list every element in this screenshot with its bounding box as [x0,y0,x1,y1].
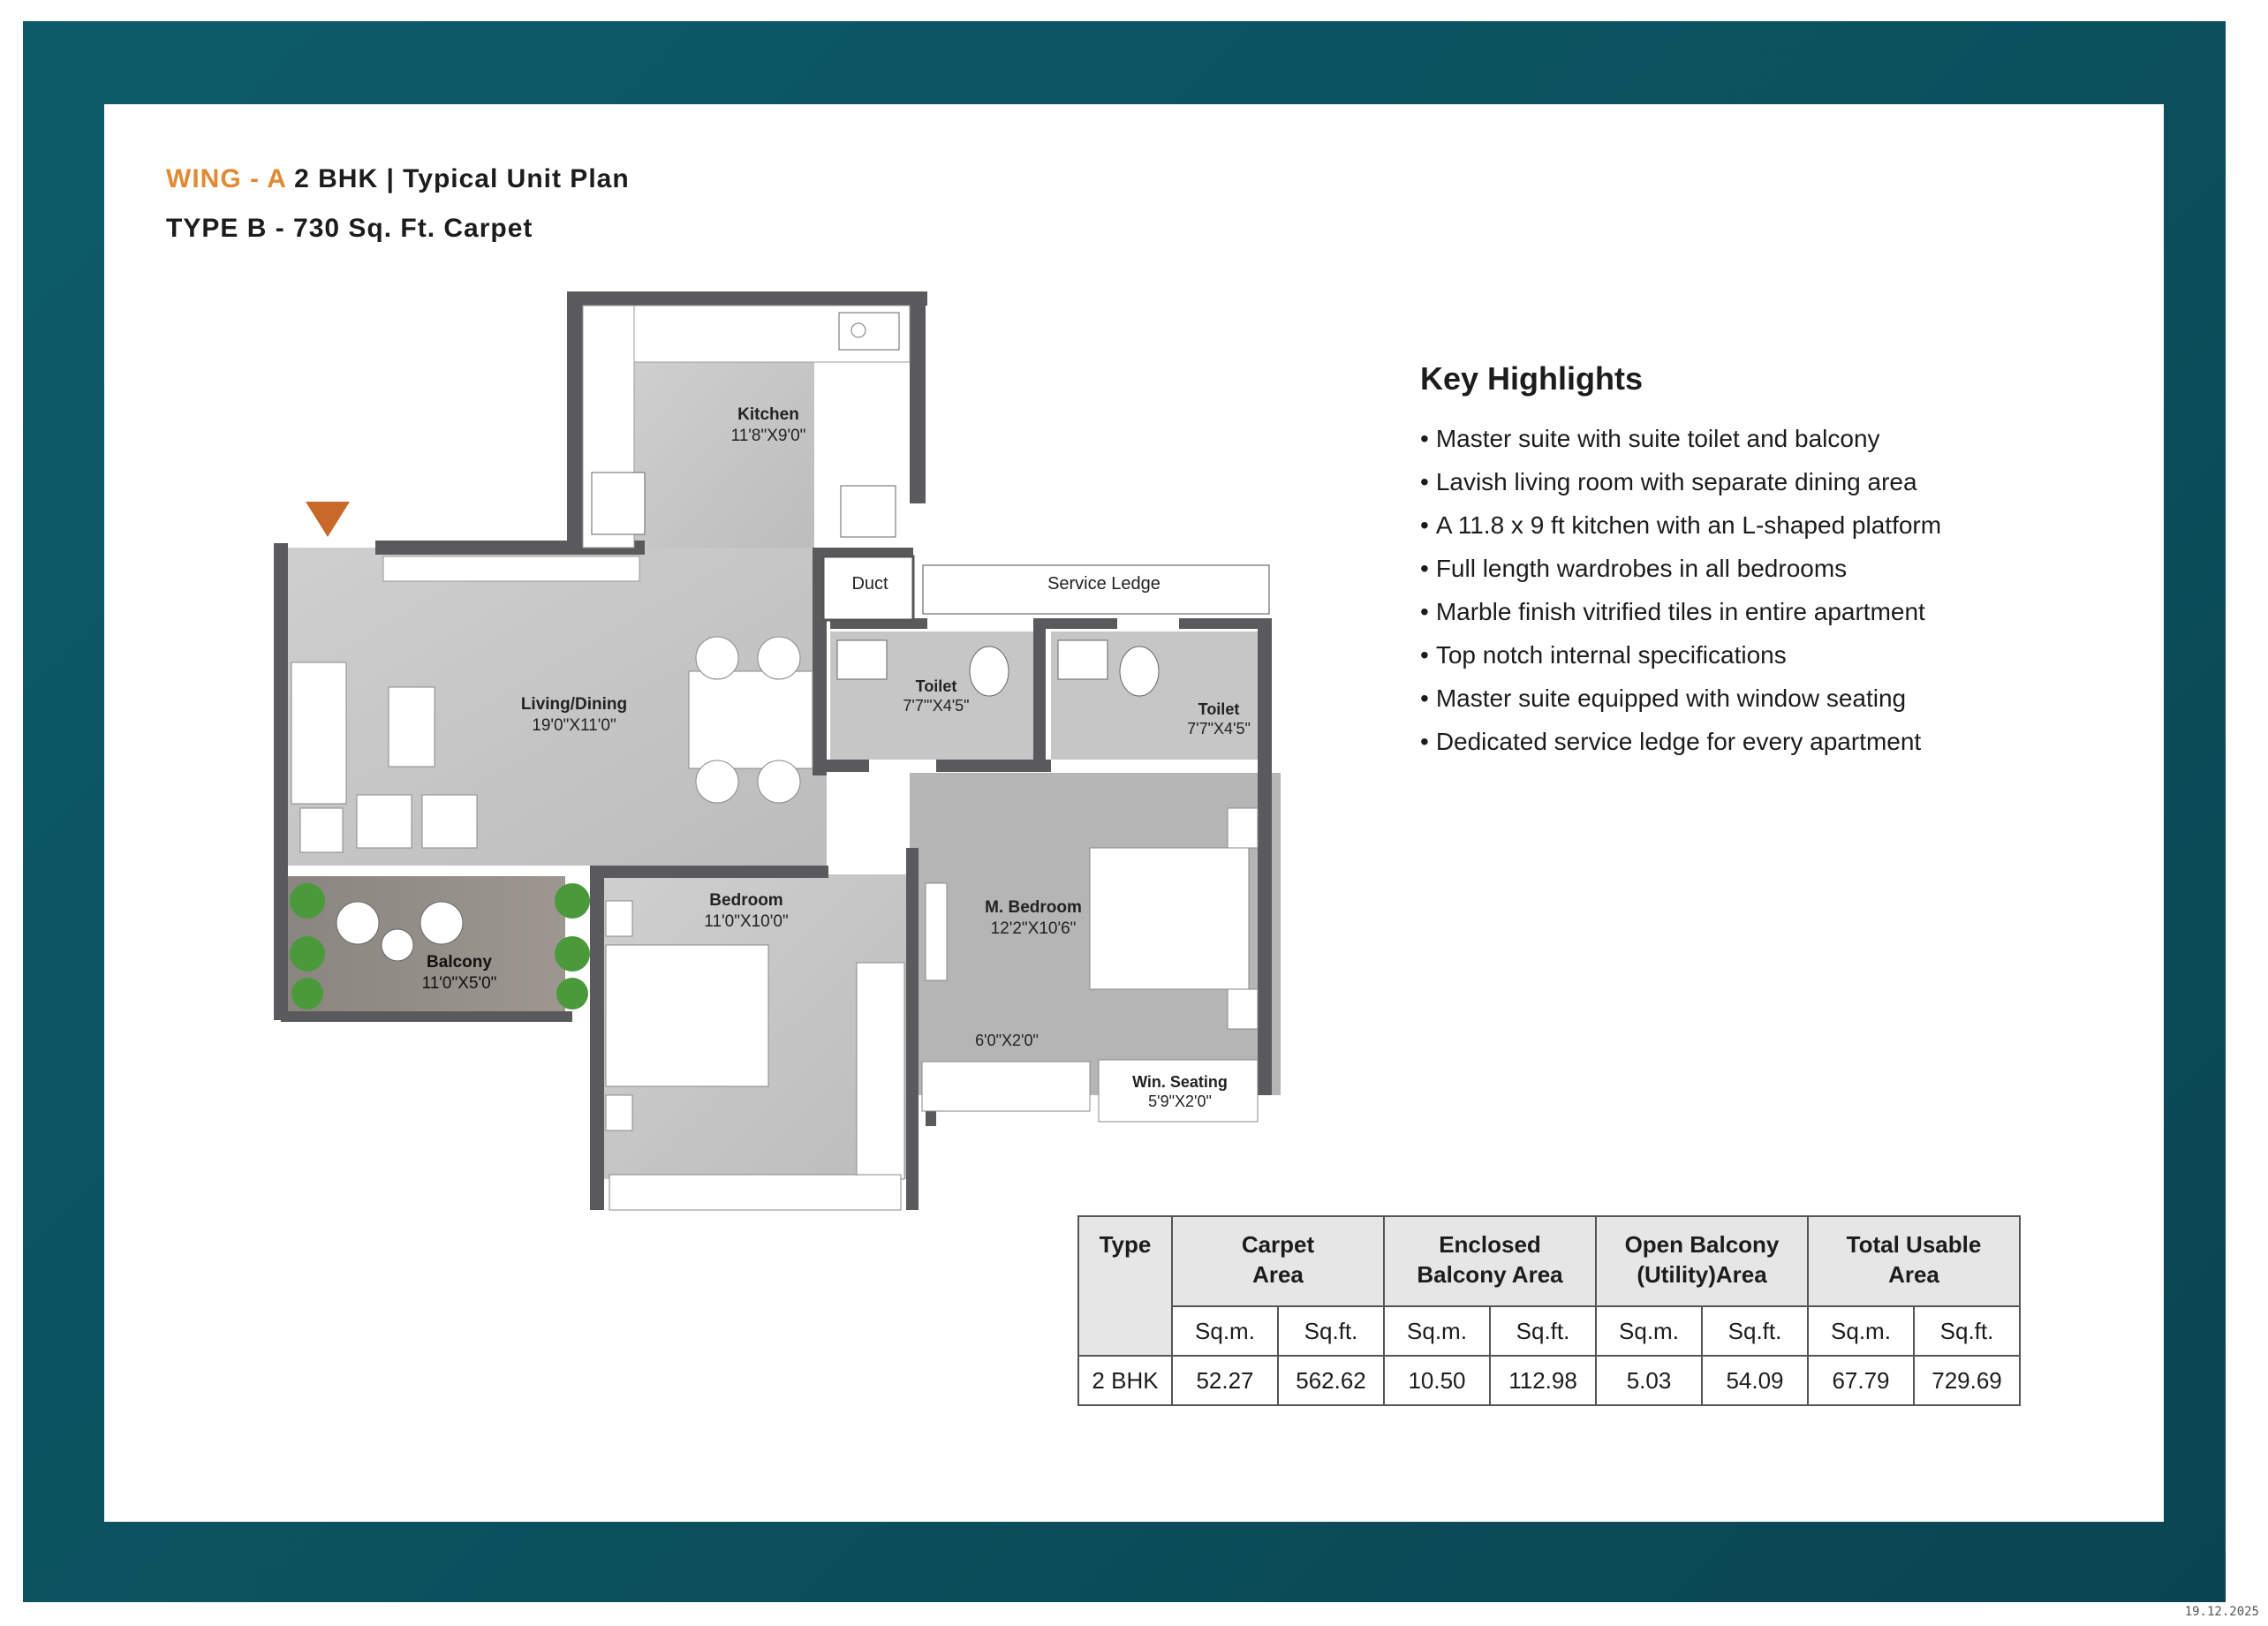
row-value: 52.27 [1172,1356,1278,1405]
unit-label: 2 BHK | Typical Unit Plan [294,164,630,193]
toilet1-label: Toilet [915,677,957,695]
floor-plan [265,291,1281,1219]
entry-arrow-icon [306,502,350,537]
living-dim: 19'0"X11'0" [532,716,616,735]
list-item: • Dedicated service ledge for every apartment [1420,720,2091,763]
unit-cell: Sq.m. [1808,1306,1914,1356]
list-item: • Full length wardrobes in all bedrooms [1420,547,2091,590]
list-item: • Top notch internal specifications [1420,633,2091,677]
living-label: Living/Dining [520,695,628,714]
row-value: 54.09 [1702,1356,1808,1405]
service-ledge-label: Service Ledge [1047,574,1160,594]
balcony-dim: 11'0"X5'0" [421,974,497,993]
row-value: 10.50 [1384,1356,1490,1405]
list-item: • Marble finish vitrified tiles in entire apartment [1420,590,2091,633]
col-total: Total Usable Area [1808,1216,2020,1306]
row-value: 729.69 [1914,1356,2020,1405]
toilet2-label: Toilet [1198,700,1240,718]
date-stamp: 19.12.2025 [2184,1605,2259,1619]
duct-label: Duct [851,574,888,594]
unit-cell: Sq.m. [1384,1306,1490,1356]
page-title [166,164,630,194]
highlights-list [1420,417,2091,763]
row-value: 562.62 [1278,1356,1384,1405]
wing-label: WING - A [166,164,286,193]
list-item: • A 11.8 x 9 ft kitchen with an L-shaped platform [1420,503,2091,547]
winseat-dim: 5'9"X2'0" [1148,1093,1212,1110]
toilet2-dim: 7'7"X4'5" [1187,720,1251,737]
mbedroom-dim: 12'2"X10'6" [990,919,1077,938]
balcony-label: Balcony [427,953,492,972]
unit-cell: Sq.ft. [1914,1306,2020,1356]
kitchen-dim: 11'8"X9'0" [730,427,806,445]
list-item: • Master suite equipped with window seating [1420,677,2091,720]
unit-cell: Sq.m. [1596,1306,1702,1356]
winseat-label: Win. Seating [1132,1073,1228,1091]
wardrobe-dim: 6'0"X2'0" [975,1032,1039,1049]
unit-cell: Sq.ft. [1702,1306,1808,1356]
toilet1-dim: 7'7"'X4'5" [903,697,970,715]
col-carpet: Carpet Area [1172,1216,1384,1306]
key-highlights-title: Key Highlights [1420,360,1644,397]
key-highlights [1420,360,2091,763]
col-type: Type [1078,1216,1172,1356]
list-item: • Lavish living room with separate dining area [1420,460,2091,503]
table-row [1078,1356,2020,1405]
bedroom-dim: 11'0"X10'0" [704,912,789,931]
bedroom-label: Bedroom [709,891,783,910]
row-value: 5.03 [1596,1356,1702,1405]
col-open: Open Balcony (Utility)Area [1596,1216,1808,1306]
unit-cell: Sq.m. [1172,1306,1278,1356]
type-label: TYPE B - 730 Sq. Ft. Carpet [166,214,533,243]
kitchen-label: Kitchen [737,405,799,424]
row-value: 67.79 [1808,1356,1914,1405]
col-enclosed: Enclosed Balcony Area [1384,1216,1596,1306]
unit-cell: Sq.ft. [1278,1306,1384,1356]
list-item: • Master suite with suite toilet and balcony [1420,417,2091,460]
mbedroom-label: M. Bedroom [985,898,1082,917]
row-type: 2 BHK [1078,1356,1172,1405]
row-value: 112.98 [1490,1356,1596,1405]
unit-cell: Sq.ft. [1490,1306,1596,1356]
kitchen-floor [634,358,814,561]
area-table [1077,1215,2021,1406]
